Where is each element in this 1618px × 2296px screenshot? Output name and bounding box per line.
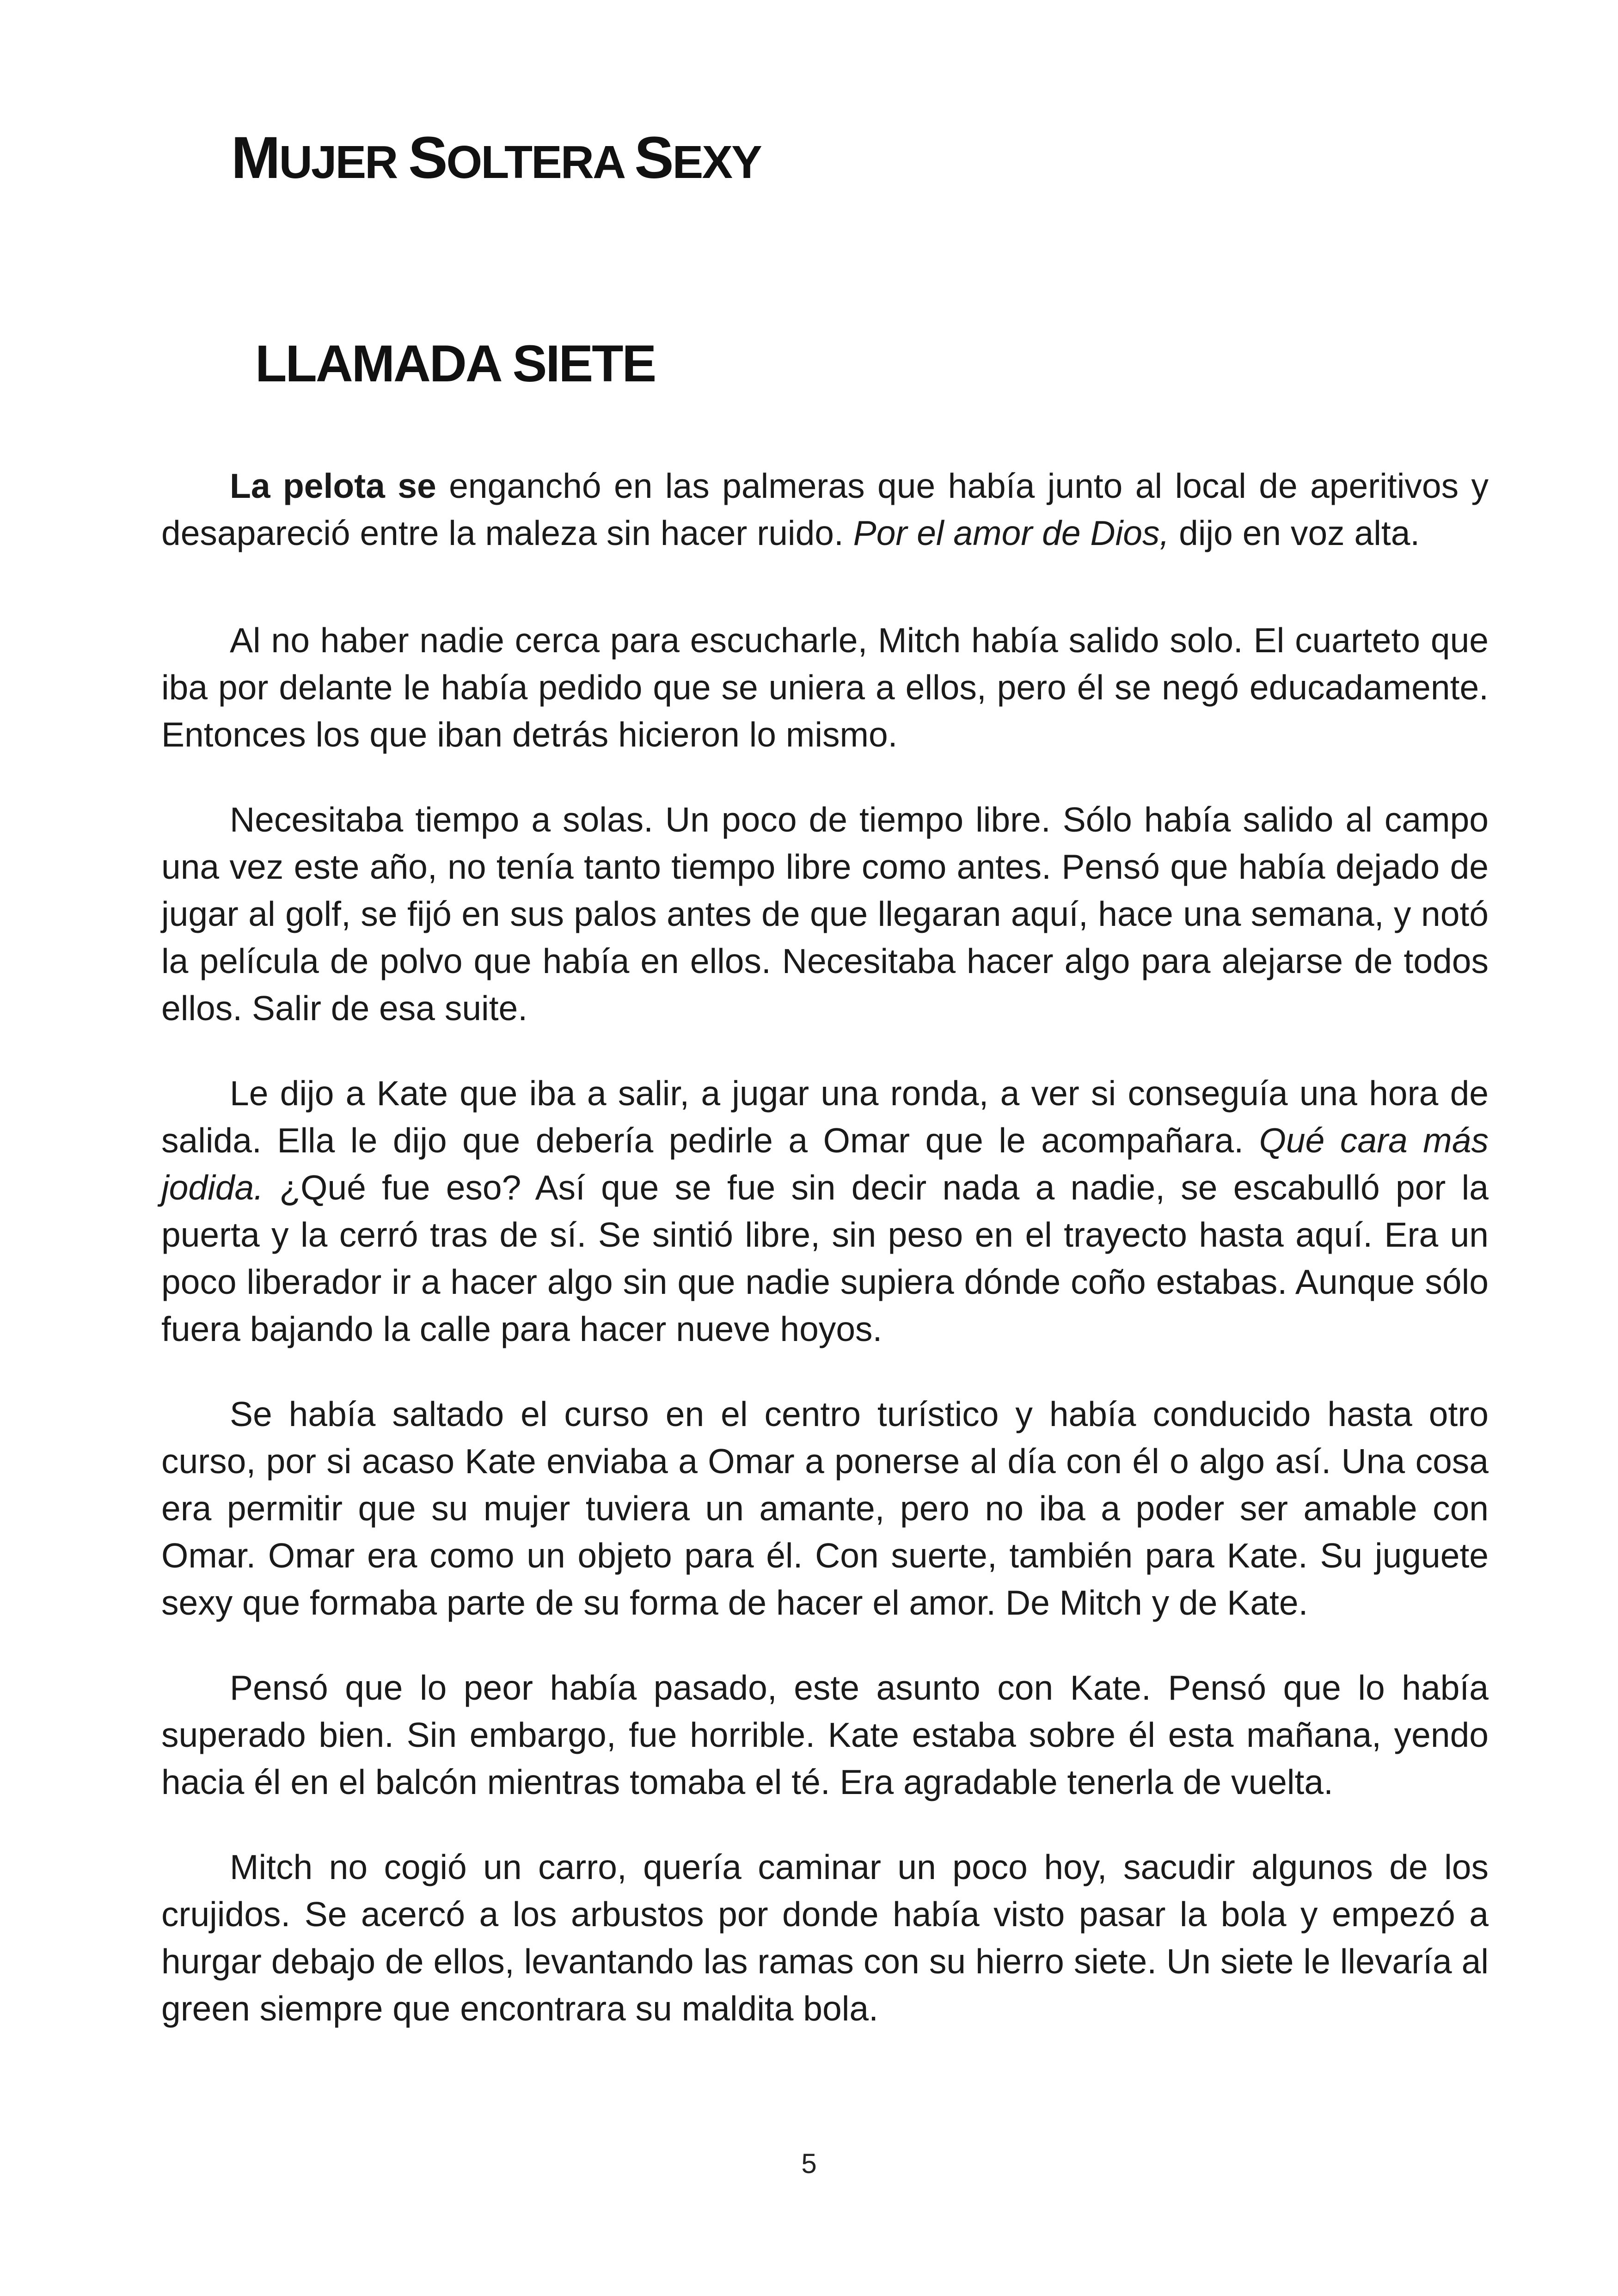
paragraph-lead-bold: La pelota se <box>230 466 436 505</box>
paragraph-italic: Por el amor de Dios, <box>853 514 1170 552</box>
paragraph-6: Pensó que lo peor había pasado, este asunto con Kate. Pensó que lo había superado bien. Sin embargo, fue horrible. Kate estaba sobre él esta mañana, yendo hacia él en el balcón mientras tomaba el té. Era agradable tenerla de vuelta. <box>161 1668 1489 1801</box>
paragraph-text: dijo en voz alta. <box>1169 514 1420 552</box>
body-text <box>161 462 1489 2070</box>
paragraph-italic: Qué cara más jodida. <box>161 1121 1489 1207</box>
paragraph-3: Necesitaba tiempo a solas. Un poco de tiempo libre. Sólo había salido al campo una vez este año, no tenía tanto tiempo libre como antes. Pensó que había dejado de jugar al golf, se fijó en sus palos antes de que llegaran aquí, hace una semana, y notó la película de polvo que había en ellos. Necesitaba hacer algo para alejarse de todos ellos. Salir de esa suite. <box>161 800 1489 1028</box>
book-title-word: EXY <box>672 136 761 188</box>
book-title-word: UJER <box>279 136 397 188</box>
page-number: 5 <box>801 2148 817 2179</box>
book-title-initial: S <box>634 125 673 191</box>
chapter-title: LLAMADA SIETE <box>255 335 656 392</box>
book-title-initial: M <box>231 125 279 191</box>
paragraph-7: Mitch no cogió un carro, quería caminar un poco hoy, sacudir algunos de los crujidos. Se acercó a los arbustos por donde había visto pasar la bola y empezó a hurgar debajo de ellos, levantando las ramas con su hierro siete. Un siete le llevaría al green siempre que encontrara su maldita bola. <box>161 1848 1489 2028</box>
paragraph-text: enganchó en las palmeras que había junto al local de aperitivos y desapareció entre la maleza sin hacer ruido. <box>161 466 1489 552</box>
paragraph-text: ¿Qué fue eso? Así que se fue sin decir nada a nadie, se escabulló por la puerta y la cerró tras de sí. Se sintió libre, sin peso en el trayecto hasta aquí. Era un poco liberador ir a hacer algo sin que nadie supiera dónde coño estabas. Aunque sólo fuera bajando la calle para hacer nueve hoyos. <box>161 1168 1489 1348</box>
paragraph-1 <box>161 462 1489 557</box>
paragraph-5: Se había saltado el curso en el centro turístico y había conducido hasta otro curso, por si acaso Kate enviaba a Omar a ponerse al día con él o algo así. Una cosa era permitir que su mujer tuviera un amante, pero no iba a poder ser amable con Omar. Omar era como un objeto para él. Con suerte, también para Kate. Su juguete sexy que formaba parte de su forma de hacer el amor. De Mitch y de Kate. <box>161 1395 1489 1622</box>
paragraph-text: Le dijo a Kate que iba a salir, a jugar una ronda, a ver si conseguía una hora de salida. Ella le dijo que debería pedirle a Omar que le acompañara. <box>161 1074 1489 1160</box>
book-title-word: OLTERA <box>446 136 623 188</box>
paragraph-4 <box>161 1070 1489 1353</box>
book-title-initial: S <box>408 125 447 191</box>
paragraph-2: Al no haber nadie cerca para escucharle, Mitch había salido solo. El cuarteto que iba por delante le había pedido que se uniera a ellos, pero él se negó educadamente. Entonces los que iban detrás hicieron lo mismo. <box>161 621 1489 754</box>
book-title <box>231 124 761 192</box>
